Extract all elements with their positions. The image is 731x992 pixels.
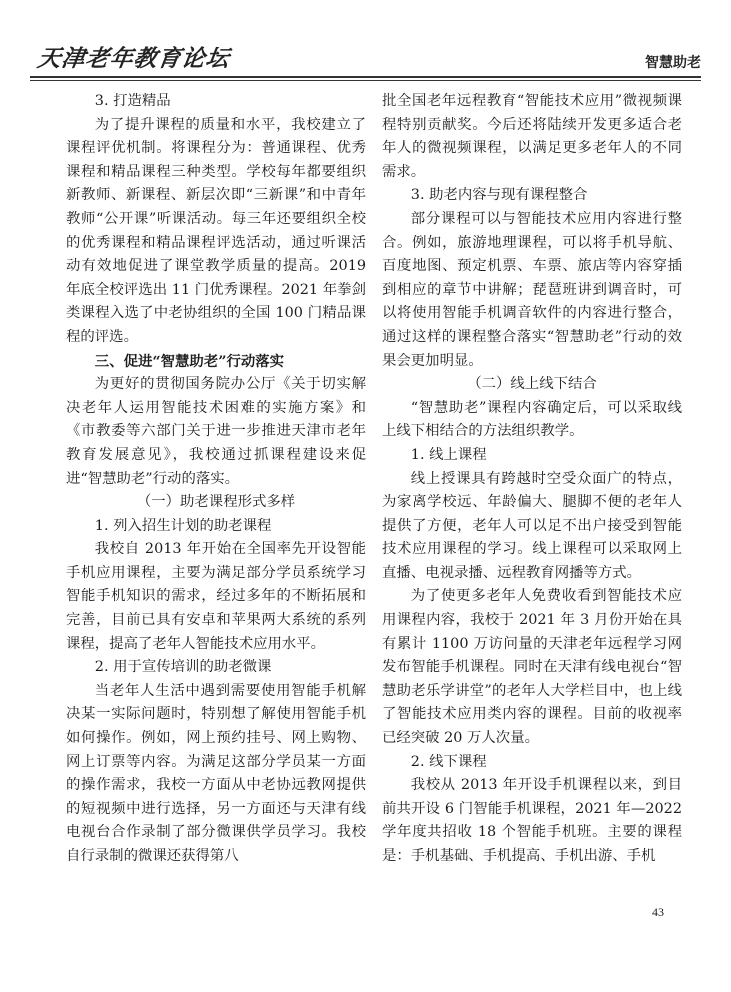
header-rule-thin [30, 80, 701, 81]
subsection-heading: 2. 用于宣传培训的助老微课 [94, 659, 272, 676]
header-rule [30, 76, 701, 78]
section-tag: 智慧助老 [645, 55, 701, 71]
body-paragraph: 部分课程可以与智能技术应用内容进行整合。例如，旅游地理课程，可以将手机导航、百度地图、预定机票、车票、旅店等内容穿插到相应的章节中讲解；琵琶班讲到调音时，可以将使用智能手机调音软件的内容进行整合，通过这样的课程整合落实“智慧助老”行动的效果会更加明显。 [382, 210, 682, 369]
subsection-heading: 1. 线上课程 [410, 446, 487, 463]
body-paragraph: 线上授课具有跨越时空受众面广的特点，为家离学校远、年龄偏大、腿脚不便的老年人提供了方便，老年人可以足不出户接受到智能技术应用课程的学习。线上课程可以采取网上直播、电视录播、远程教育网播等方式。 [382, 470, 682, 581]
subsection-heading: 3. 打造精品 [94, 93, 171, 109]
body-paragraph: “智慧助老”课程内容确定后，可以采取线上线下相结合的方法组织教学。 [382, 399, 682, 440]
subsection-title: （一）助老课程形式多样 [136, 494, 296, 511]
right-column [382, 90, 682, 869]
left-column [66, 90, 366, 869]
subsection-heading: 1. 列入招生计划的助老课程 [94, 517, 272, 534]
journal-masthead: 天津老年教育论坛 [35, 45, 232, 72]
body-paragraph: 为更好的贯彻国务院办公厅《关于切实解决老年人运用智能技术困难的实施方案》和《市教委等六部门关于进一步推进天津市老年教育发展意见》，我校通过抓课程建设来促进“智慧助老”行动的落实。 [66, 376, 366, 487]
section-heading: 三、促进“智慧助老”行动落实 [94, 352, 285, 370]
subsection-title: （二）线上线下结合 [467, 376, 597, 393]
body-paragraph: 我校从 2013 年开设手机课程以来，到目前共开设 6 门智能手机课程，2021 年—2022 学年度共招收 18 个智能手机班。主要的课程是：手机基础、手机提高、手机出游、手机 [382, 777, 682, 864]
body-paragraph: 为了使更多老年人免费收看到智能技术应用课程内容，我校于 2021 年 3 月份开始在具有累计 1100 万访问量的天津老年远程学习网发布智能手机课程。同时在天津有线电视台“智慧助老乐学讲堂”的老年人大学栏目中，也上线了智能技术应用类内容的课程。目前的收视率已经突破 20 万人次量。 [382, 588, 682, 747]
body-paragraph: 当老年人生活中遇到需要使用智能手机解决某一实际问题时，特别想了解使用智能手机如何操作。例如，网上预约挂号、网上购物、网上订票等内容。为满足这部分学员某一方面的操作需求，我校一方面从中老协远教网提供的短视频中进行选择，另一方面还与天津有线电视台合作录制了部分微课供学员学习。我校自行录制的微课还获得第八 [66, 682, 366, 864]
body-paragraph: 为了提升课程的质量和水平，我校建立了课程评优机制。将课程分为：普通课程、优秀课程和精品课程三种类型。学校每年都要组织新教师、新课程、新层次即“三新课”和中青年教师“公开课”听课活动。每三年还要组织全校的优秀课程和精品课程评选活动，通过听课活动有效地促进了课堂教学质量的提高。2019 年底全校评选出 11 门优秀课程。2021 年拳剑类课程入选了中老协组织的全国 100 门精品课程的评选。 [66, 116, 366, 345]
subsection-heading: 2. 线下课程 [410, 753, 487, 770]
body-paragraph: 我校自 2013 年开始在全国率先开设智能手机应用课程，主要为满足部分学员系统学习智能手机知识的需求，经过多年的不断拓展和完善，目前已具有安卓和苹果两大系统的系列课程，提高了老年人智能技术应用水平。 [66, 541, 366, 652]
page-header [30, 40, 701, 76]
body-paragraph-continued: 批全国老年远程教育“智能技术应用”微视频课程特别贡献奖。今后还将陆续开发更多适合老年人的微视频课程，以满足更多老年人的不同需求。 [382, 93, 682, 180]
page-number: 43 [652, 905, 664, 919]
subsection-heading: 3. 助老内容与现有课程整合 [410, 187, 588, 204]
